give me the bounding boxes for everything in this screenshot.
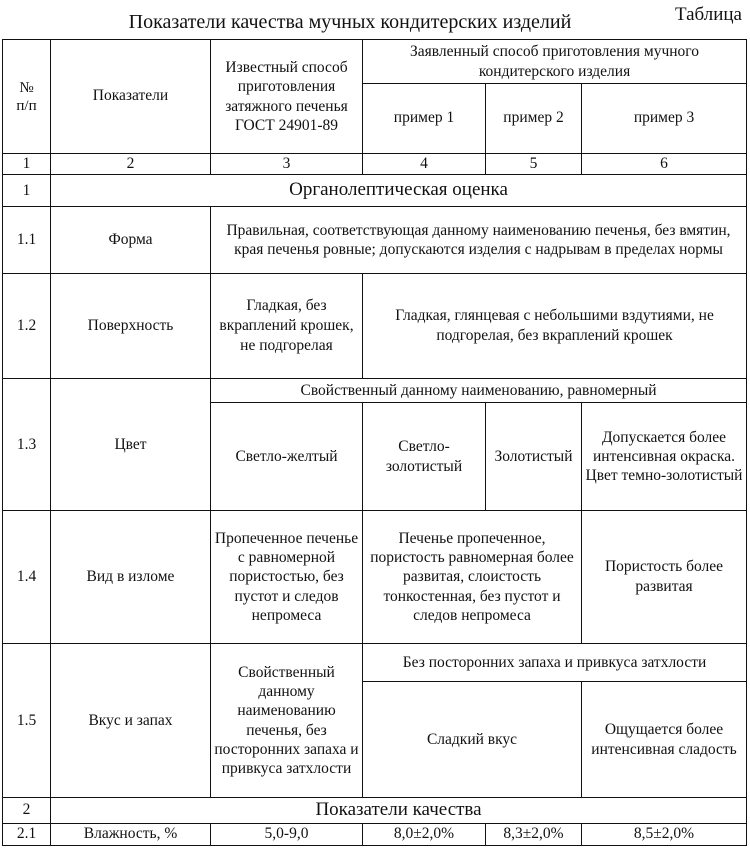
- row-number: 1.3: [3, 379, 51, 511]
- column-number: 1: [3, 154, 51, 175]
- row-number: 1.5: [3, 644, 51, 798]
- header-example-2: пример 2: [486, 84, 582, 154]
- cell-taste-known: Свойственный данному наименованию печенья, без посторонних запаха и привкуса затхлости: [211, 644, 363, 798]
- cell-taste-example-3: Ощущается более интенсивная сладость: [582, 682, 747, 798]
- section-title: Органолептическая оценка: [51, 175, 747, 207]
- cell-taste-claimed-common: Без посторонних запаха и привкуса затхлости: [363, 644, 747, 682]
- column-number: 2: [51, 154, 211, 175]
- row-number: 1.1: [3, 207, 51, 274]
- column-number: 4: [363, 154, 486, 175]
- cell-moisture-example-3: 8,5±2,0%: [582, 823, 747, 845]
- row-indicator: Влажность, %: [51, 823, 211, 845]
- cell-moisture-known: 5,0-9,0: [211, 823, 363, 845]
- row-number: 1.4: [3, 511, 51, 644]
- cell-surface-claimed: Гладкая, глянцевая с небольшими вздутиями, не подгорелая, без вкраплений крошек: [363, 274, 747, 379]
- cell-color-common: Свойственный данному наименованию, равномерный: [211, 379, 747, 403]
- cell-color-known: Светло-желтый: [211, 403, 363, 511]
- row-indicator: Поверхность: [51, 274, 211, 379]
- section-title: Показатели качества: [51, 798, 747, 824]
- cell-color-example-2: Золотистый: [486, 403, 582, 511]
- row-indicator: Вкус и запах: [51, 644, 211, 798]
- table-label: Таблица: [674, 4, 742, 25]
- section-number: 2: [3, 798, 51, 824]
- header-num: [3, 40, 51, 154]
- column-number: 3: [211, 154, 363, 175]
- header-example-3: пример 3: [582, 84, 747, 154]
- header-num-pp: п/п: [16, 97, 37, 114]
- cell-moisture-example-1: 8,0±2,0%: [363, 823, 486, 845]
- cell-surface-known: Гладкая, без вкраплений крошек, не подгорелая: [211, 274, 363, 379]
- cell-fracture-examples-1-2: Печенье пропеченное, пористость равномерная более развитая, слоистость тонкостенная, без пустот и следов непромеса: [363, 511, 582, 644]
- header-known-method: Известный способ приготовления затяжного печенья ГОСТ 24901-89: [211, 40, 363, 154]
- cell-color-example-3: Допускается более интенсивная окраска. Цвет темно-золотистый: [582, 403, 747, 511]
- row-indicator: Форма: [51, 207, 211, 274]
- cell-fracture-example-3: Пористость более развитая: [582, 511, 747, 644]
- cell-fracture-known: Пропеченное печенье с равномерной пористостью, без пустот и следов непромеса: [211, 511, 363, 644]
- cell-taste-examples-1-2: Сладкий вкус: [363, 682, 582, 798]
- cell-form-value: Правильная, соответствующая данному наименованию печенья, без вмятин, края печенья ровные; допускаются изделия с надрывам в пределах нормы: [211, 207, 747, 274]
- page-title: Показатели качества мучных кондитерских изделий: [128, 11, 572, 33]
- column-number: 5: [486, 154, 582, 175]
- row-number: 1.2: [3, 274, 51, 379]
- header-example-1: пример 1: [363, 84, 486, 154]
- header-indicators: Показатели: [51, 40, 211, 154]
- cell-moisture-example-2: 8,3±2,0%: [486, 823, 582, 845]
- section-number: 1: [3, 175, 51, 207]
- row-indicator: Вид в изломе: [51, 511, 211, 644]
- header-num-sign: №: [19, 79, 34, 96]
- cell-color-example-1: Светло-золотистый: [363, 403, 486, 511]
- row-number: 2.1: [3, 823, 51, 845]
- column-number: 6: [582, 154, 747, 175]
- row-indicator: Цвет: [51, 379, 211, 511]
- quality-table: [2, 39, 747, 846]
- header-claimed-method: Заявленный способ приготовления мучного кондитерского изделия: [363, 40, 747, 84]
